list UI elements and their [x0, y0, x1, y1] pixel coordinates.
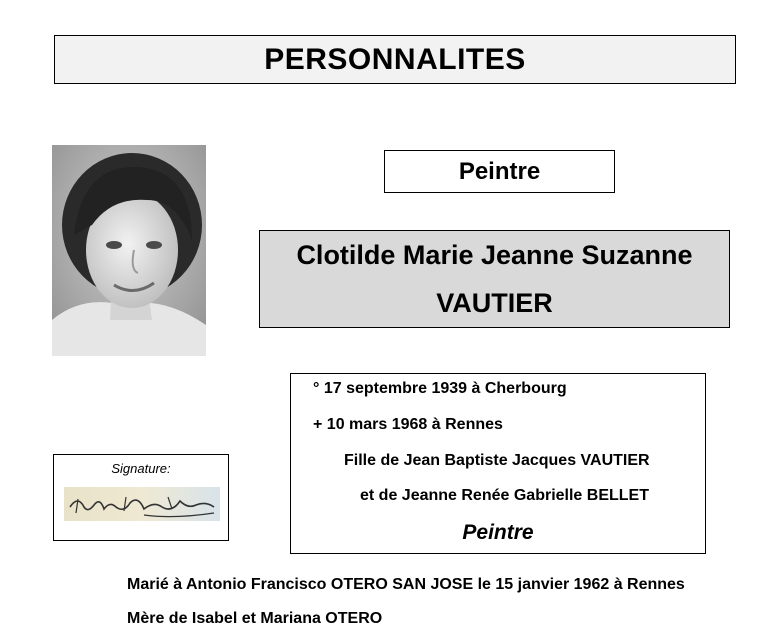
portrait-image: [52, 145, 206, 356]
full-name-last: VAUTIER: [436, 288, 553, 318]
page-title-text: PERSONNALITES: [264, 42, 526, 76]
portrait-photo: [52, 145, 206, 356]
signature-box: [53, 454, 229, 541]
birth-info: ° 17 septembre 1939 à Cherbourg: [313, 380, 567, 397]
name-box: [259, 230, 730, 328]
mother-info: et de Jeanne Renée Gabrielle BELLET: [360, 487, 649, 504]
biography-box: [290, 373, 706, 554]
children-info: Mère de Isabel et Mariana OTERO: [127, 610, 383, 627]
father-info: Fille de Jean Baptiste Jacques VAUTIER: [344, 452, 650, 469]
marriage-info: Marié à Antonio Francisco OTERO SAN JOSE le 15 janvier 1962 à Rennes: [127, 576, 685, 593]
death-info: + 10 mars 1968 à Rennes: [313, 416, 503, 433]
profession-label: Peintre: [458, 157, 541, 185]
full-name-first: Clotilde Marie Jeanne Suzanne: [296, 240, 693, 270]
occupation-info: Peintre: [462, 521, 534, 544]
page-title: [54, 35, 736, 84]
profession-box: [384, 150, 615, 193]
signature-label: Signature:: [111, 461, 171, 476]
signature-image: [64, 487, 220, 521]
